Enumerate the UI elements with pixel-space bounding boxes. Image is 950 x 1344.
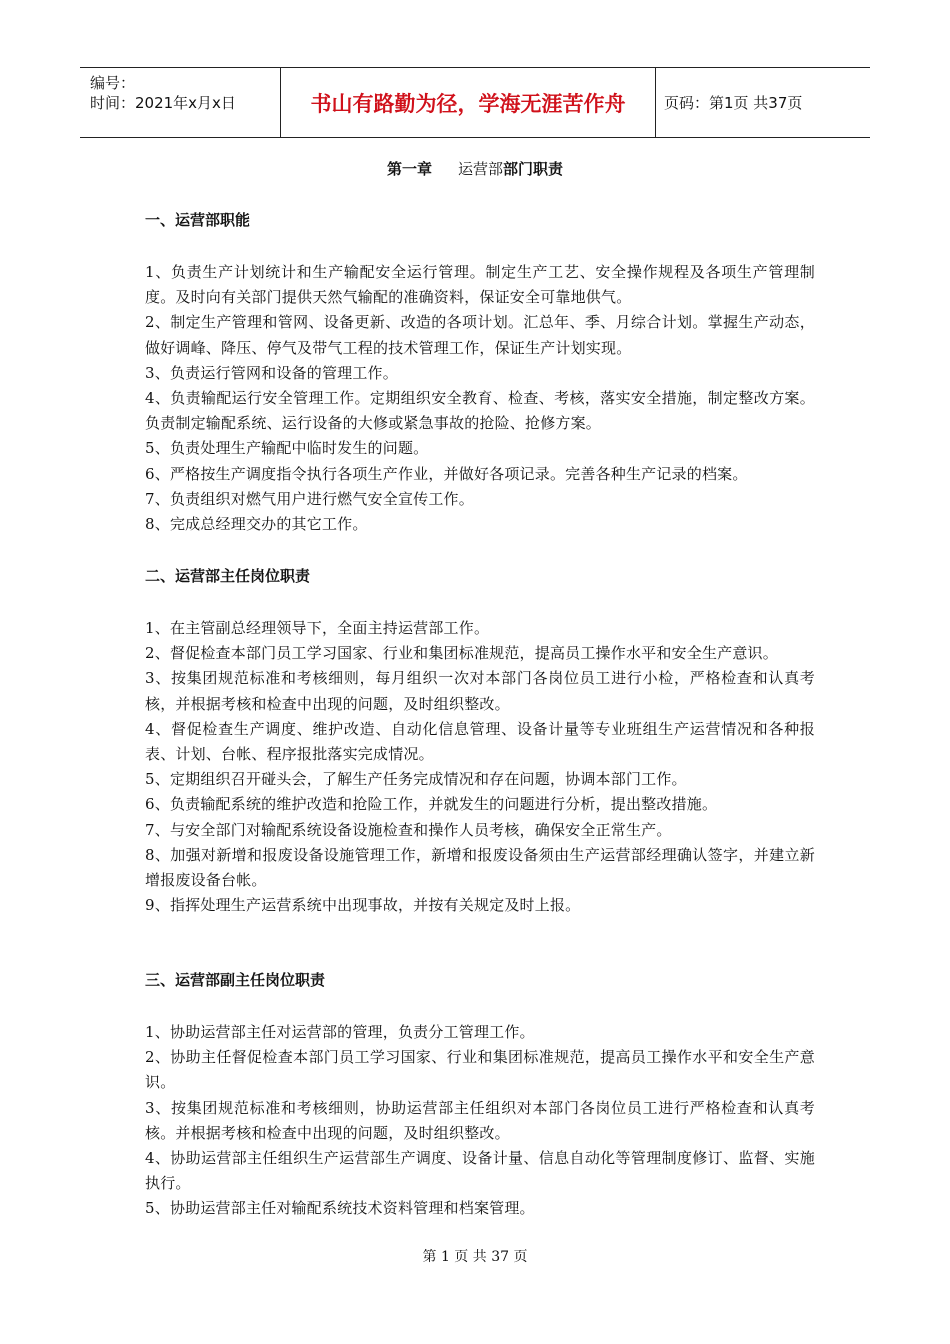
list-item: 5、定期组织召开碰头会，了解生产任务完成情况和存在问题，协调本部门工作。: [145, 770, 687, 789]
list-item: 9、指挥处理生产运营系统中出现事故，并按有关规定及时上报。: [145, 896, 581, 915]
list-item: 3、负责运行管网和设备的管理工作。: [145, 363, 398, 382]
header-motto: 书山有路勤为径，学海无涯苦作舟: [310, 91, 626, 116]
document-date-label: 时间：2021年x月x日: [90, 94, 236, 112]
header-page-info: 页码：第1页 共37页: [664, 94, 803, 112]
chapter-title-part2: 部门职责: [503, 160, 564, 178]
list-item: 7、与安全部门对输配系统设备设施检查和操作人员考核，确保安全正常生产。: [145, 820, 672, 839]
section-title: 一、运营部职能: [145, 211, 251, 229]
page-footer: 第 1 页 共 37 页: [422, 1249, 528, 1265]
list-item: 2、协助主任督促检查本部门员工学习国家、行业和集团标准规范，提高员工操作水平和安全生产意识。: [145, 1048, 815, 1092]
section-items: [145, 260, 815, 537]
list-item: 4、协助运营部主任组织生产运营部生产调度、设备计量、信息自动化等管理制度修订、监督、实施执行。: [145, 1149, 815, 1193]
list-item: 4、负责输配运行安全管理工作。定期组织安全教育、检查、考核，落实安全措施，制定整改方案。负责制定输配系统、运行设备的大修或紧急事故的抢险、抢修方案。: [145, 389, 815, 433]
list-item: 7、负责组织对燃气用户进行燃气安全宣传工作。: [145, 489, 474, 508]
list-item: 1、负责生产计划统计和生产输配安全运行管理。制定生产工艺、安全操作规程及各项生产管理制度。及时向有关部门提供天然气输配的准确资料，保证安全可靠地供气。: [145, 263, 815, 307]
chapter-heading: [0, 158, 950, 179]
list-item: 2、督促检查本部门员工学习国家、行业和集团标准规范，提高员工操作水平和安全生产意识。: [145, 644, 778, 663]
list-item: 8、加强对新增和报废设备设施管理工作，新增和报废设备须由生产运营部经理确认签字，并建立新增报废设备台帐。: [145, 845, 815, 890]
list-item: 6、负责输配系统的维护改造和抢险工作，并就发生的问题进行分析，提出整改措施。: [145, 795, 718, 814]
section-items: [145, 1020, 815, 1222]
section-items: [145, 616, 815, 918]
header-motto-cell: [280, 68, 656, 137]
section-director-duties: [145, 564, 815, 918]
header-meta: [80, 68, 280, 137]
list-item: 5、协助运营部主任对输配系统技术资料管理和档案管理。: [145, 1199, 535, 1218]
section-deputy-director-duties: [145, 968, 815, 1222]
list-item: 3、按集团规范标准和考核细则，每月组织一次对本部门各岗位员工进行小检，严格检查和认真考核，并根据考核和检查中出现的问题，及时组织整改。: [145, 669, 815, 713]
list-item: 5、负责处理生产输配中临时发生的问题。: [145, 439, 429, 458]
chapter-number: 第一章: [386, 160, 432, 178]
list-item: 2、制定生产管理和管网、设备更新、改造的各项计划。汇总年、季、月综合计划。掌握生产动态，做好调峰、降压、停气及带气工程的技术管理工作，保证生产计划实现。: [145, 313, 815, 357]
chapter-title-part1: 运营部: [457, 160, 503, 178]
list-item: 6、严格按生产调度指令执行各项生产作业，并做好各项记录。完善各种生产记录的档案。: [145, 464, 748, 483]
page-header: [80, 67, 870, 138]
list-item: 1、在主管副总经理领导下，全面主持运营部工作。: [145, 619, 490, 637]
list-item: 4、督促检查生产调度、维护改造、自动化信息管理、设备计量等专业班组生产运营情况和各种报表、计划、台帐、程序报批落实完成情况。: [145, 719, 815, 764]
section-title: 二、运营部主任岗位职责: [145, 567, 311, 585]
document-number-label: 编号：: [90, 74, 136, 92]
section-functions: [145, 208, 815, 537]
list-item: 3、按集团规范标准和考核细则，协助运营部主任组织对本部门各岗位员工进行严格检查和认真考核。并根据考核和检查中出现的问题，及时组织整改。: [145, 1098, 815, 1142]
list-item: 8、完成总经理交办的其它工作。: [145, 515, 368, 534]
list-item: 1、协助运营部主任对运营部的管理，负责分工管理工作。: [145, 1023, 535, 1041]
section-title: 三、运营部副主任岗位职责: [145, 971, 326, 989]
